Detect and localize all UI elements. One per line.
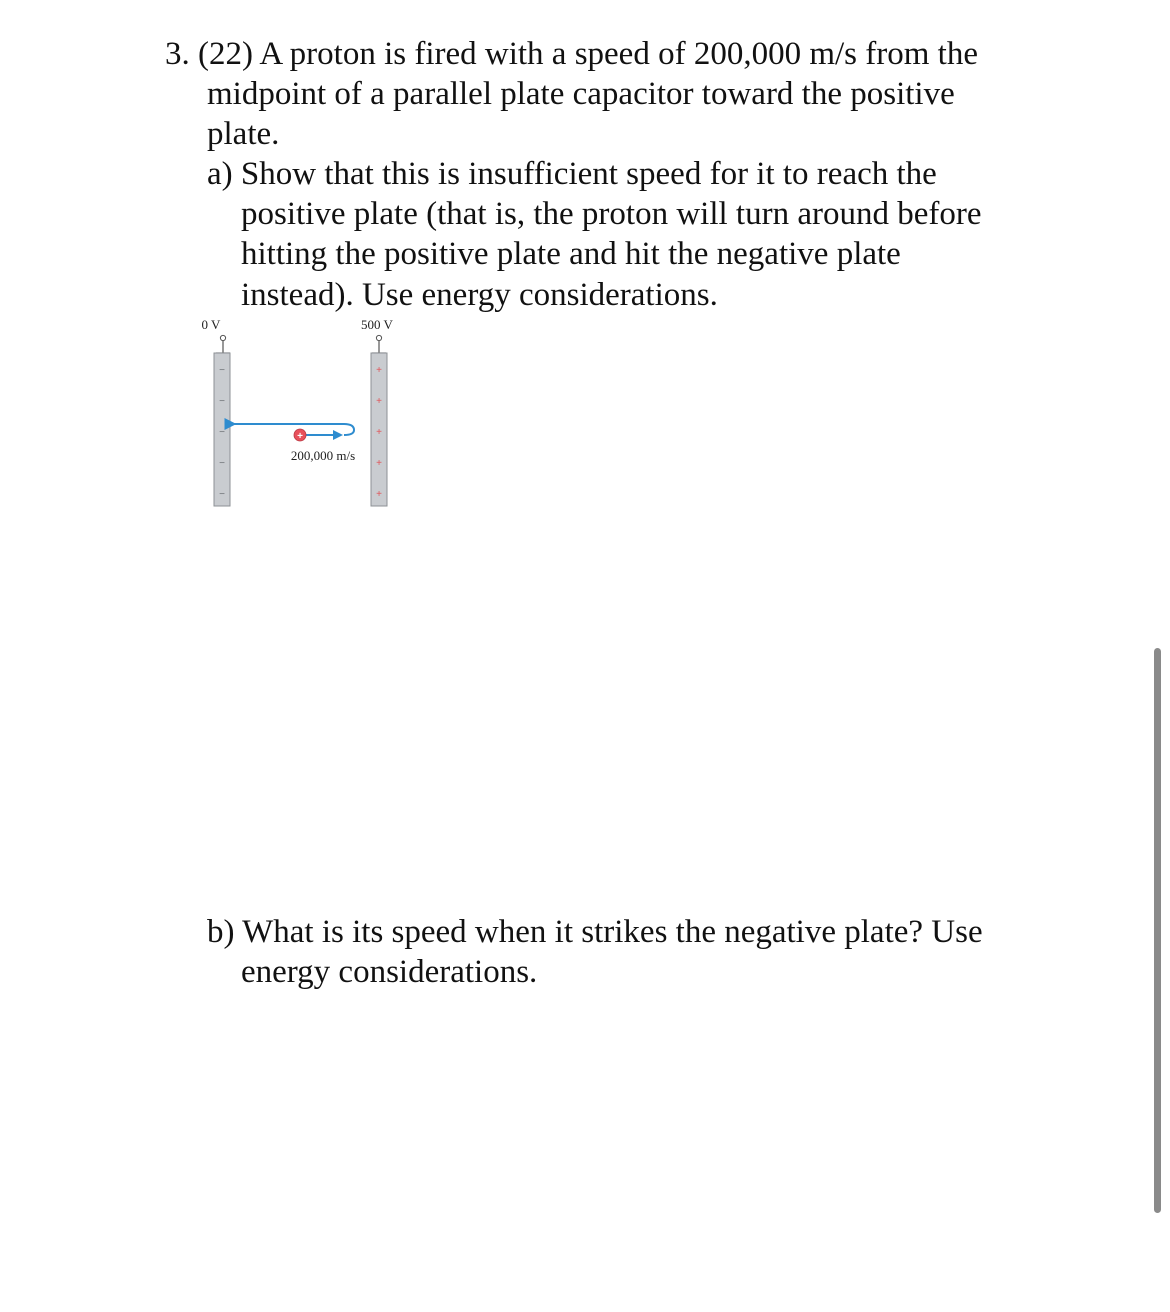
right-plate-label: 500 V <box>361 317 393 332</box>
negative-sign: − <box>219 365 225 376</box>
negative-sign: − <box>219 396 225 407</box>
negative-sign: − <box>219 489 225 500</box>
positive-sign: + <box>376 427 382 438</box>
capacitor-diagram <box>196 310 406 515</box>
part-a-line-3: hitting the positive plate and hit the negative plate <box>241 236 901 272</box>
proton <box>294 429 306 442</box>
part-a-line-2: positive plate (that is, the proton will turn around before <box>241 196 982 232</box>
positive-sign: + <box>376 396 382 407</box>
left-terminal <box>216 335 230 353</box>
proton-symbol: + <box>297 431 303 442</box>
negative-sign: − <box>219 427 225 438</box>
vertical-scrollbar[interactable] <box>1150 640 1164 1220</box>
positive-sign: + <box>376 365 382 376</box>
positive-sign: + <box>376 489 382 500</box>
speed-label: 200,000 m/s <box>290 448 356 463</box>
negative-sign: − <box>219 458 225 469</box>
part-b-line-1: b) What is its speed when it strikes the negative plate? Use <box>207 914 983 950</box>
part-a-line-4: instead). Use energy considerations. <box>241 277 718 313</box>
question-line-1: 3. (22) A proton is fired with a speed of 200,000 m/s from the <box>165 36 978 72</box>
right-terminal <box>372 335 386 353</box>
part-a-line-1: a) Show that this is insufficient speed for it to reach the <box>207 156 937 192</box>
question-line-3: plate. <box>207 116 280 152</box>
scrollbar-thumb[interactable] <box>1154 648 1161 1213</box>
question-line-2: midpoint of a parallel plate capacitor toward the positive <box>207 76 955 112</box>
positive-sign: + <box>376 458 382 469</box>
left-plate-label: 0 V <box>201 317 221 332</box>
part-b-line-2: energy considerations. <box>241 954 538 990</box>
